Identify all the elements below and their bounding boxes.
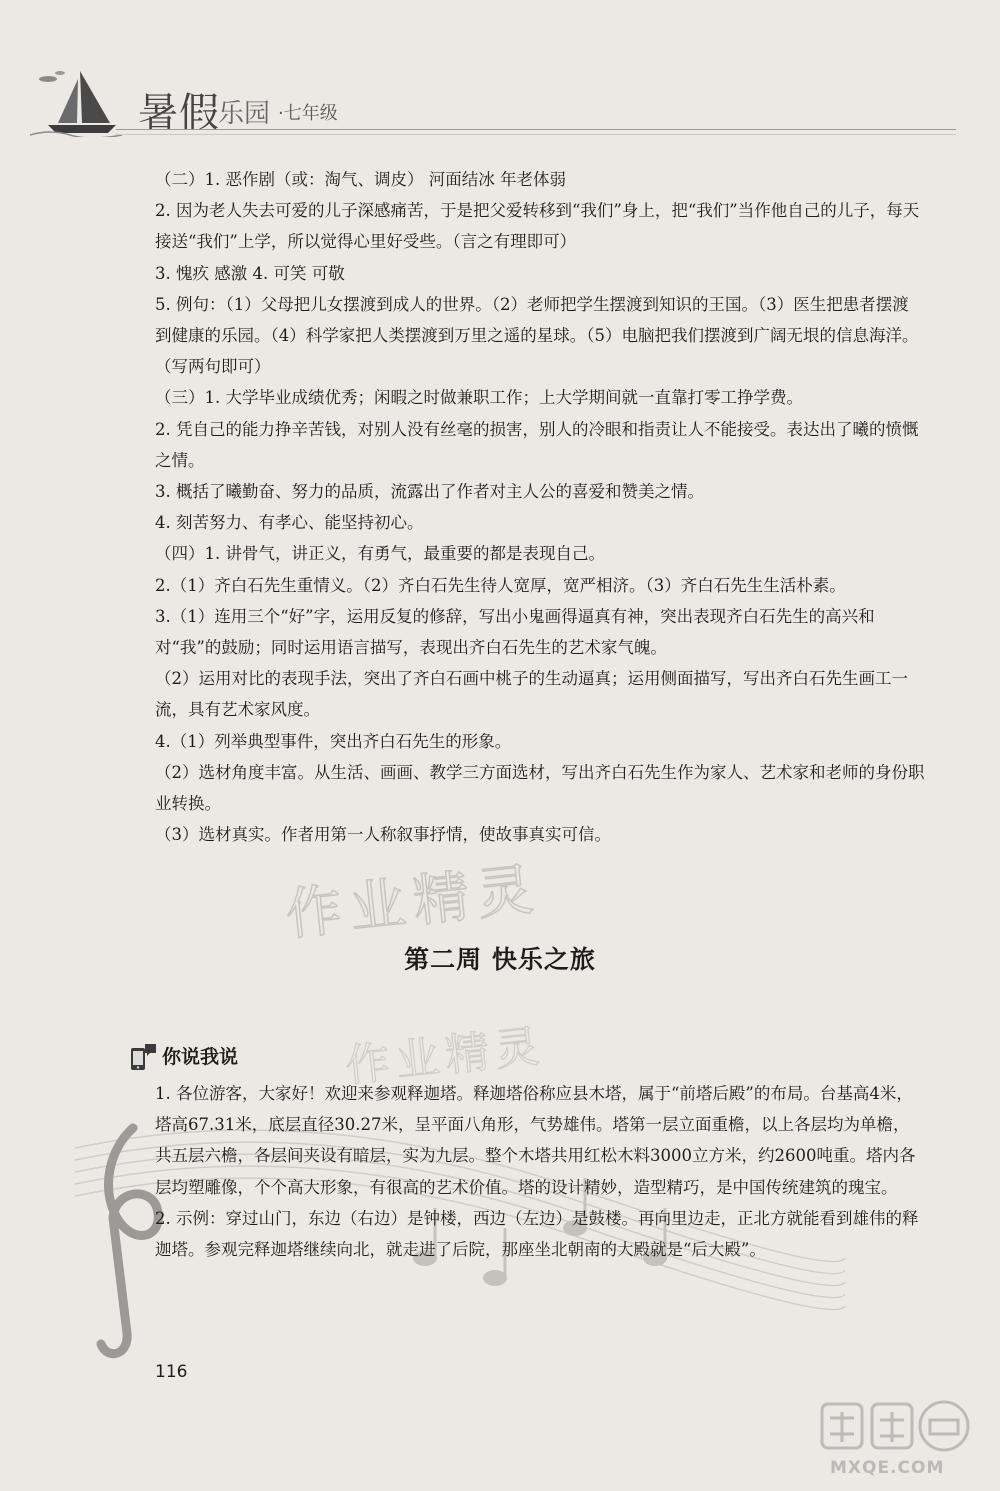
- answer-4-3a: 3.（1）连用三个“好”字，运用反复的修辞，写出小鬼画得逼真有神，突出表现齐白石先生的高兴和对“我”的鼓励；同时运用语言描写，表现出齐白石先生的艺术家气魄。: [155, 606, 875, 658]
- watermark: 作业精灵: [282, 856, 545, 949]
- watermark-url: MXQE.COM: [830, 1458, 945, 1478]
- answer-2-5: 5. 例句：（1）父母把儿女摆渡到成人的世界。（2）老师把学生摆渡到知识的王国。（3）医生把患者摆渡到健康的乐园。（4）科学家把人类摆渡到万里之遥的星球。（5）电脑把我们摆渡到广阔无垠的信息海洋。（写两句即可）: [155, 294, 919, 377]
- answer-2-2: 2. 因为老人失去可爱的儿子深感痛苦，于是把父爱转移到“我们”身上，把“我们”当作他自己的儿子，每天接送“我们”上学，所以觉得心里好受些。（言之有理即可）: [155, 201, 920, 252]
- answer-4-4b: （2）选材角度丰富。从生活、画画、教学三方面选材，写出齐白石先生作为家人、艺术家和老师的身份职业转换。: [155, 762, 925, 814]
- book-subtitle: 乐园: [218, 99, 271, 129]
- grade-label: ·七年级: [278, 103, 338, 124]
- answer-section: [155, 164, 925, 850]
- answer-logo-stamp-icon: [818, 1398, 978, 1456]
- answer-3-2: 2. 凭自己的能力挣辛苦钱，对别人没有丝毫的损害，别人的冷眼和指责让人不能接受。表达出了曦的愤慨之情。: [155, 419, 919, 470]
- answer-4-4c: （3）选材真实。作者用第一人称叙事抒情，使故事真实可信。: [155, 825, 611, 845]
- answer-3-1: （三）1. 大学毕业成绩优秀；闲暇之时做兼职工作；上大学期间就一直靠打零工挣学费。: [155, 388, 803, 408]
- speaking-answer-2: 2. 示例：穿过山门，东边（右边）是钟楼，西边（左边）是鼓楼。再向里边走，正北方就能看到雄伟的释迦塔。参观完释迦塔继续向北，就走进了后院，那座坐北朝南的大殿就是“后大殿”。: [155, 1208, 919, 1260]
- answer-4-4a: 4.（1）列举典型事件，突出齐白石先生的形象。: [155, 731, 512, 751]
- header-rule: [116, 129, 956, 130]
- header-rule-secondary: [116, 134, 956, 135]
- speaking-answers: [155, 1078, 925, 1265]
- page-header: [20, 55, 980, 145]
- answer-2-3: 3. 愧疚 感激 4. 可笑 可敬: [155, 263, 345, 283]
- answer-3-3: 3. 概括了曦勤奋、努力的品质，流露出了作者对主人公的喜爱和赞美之情。: [155, 482, 704, 502]
- answer-2-1: （二）1. 恶作剧（或：淘气、调皮） 河面结冰 年老体弱: [155, 170, 566, 189]
- watermark-faint: 作业精灵: [343, 1020, 548, 1093]
- page-number: 116: [155, 1362, 188, 1382]
- answer-4-1: （四）1. 讲骨气，讲正义，有勇气，最重要的都是表现自己。: [155, 544, 605, 564]
- phone-chat-icon: [128, 1042, 158, 1072]
- book-title: 暑假: [138, 90, 220, 136]
- answer-4-2: 2.（1）齐白石先生重情义。（2）齐白石先生待人宽厚，宽严相济。（3）齐白石先生生活朴素。: [155, 575, 846, 595]
- week-title: 第二周 快乐之旅: [404, 945, 596, 974]
- speaking-answer-1: 1. 各位游客，大家好！欢迎来参观释迦塔。释迦塔俗称应县木塔，属于“前塔后殿”的布局。台基高4米，塔高67.31米，底层直径30.27米，呈平面八角形，气势雄伟。塔第一层立面重檐，以上各层均为单檐，共五层六檐，各层间夹设有暗层，实为九层。整个木塔共用红松木料3000立方米，约2600吨重。塔内各层均塑雕像，个个高大形象，有很高的艺术价值。塔的设计精妙，造型精巧，是中国传统建筑的瑰宝。: [155, 1084, 916, 1197]
- answer-4-3b: （2）运用对比的表现手法，突出了齐白石画中桃子的生动逼真；运用侧面描写，写出齐白石先生画工一流，具有艺术家风度。: [155, 669, 908, 720]
- answer-3-4: 4. 刻苦努力、有孝心、能坚持初心。: [155, 513, 424, 533]
- section-label: 你说我说: [162, 1046, 239, 1068]
- sailboat-icon: [30, 65, 122, 137]
